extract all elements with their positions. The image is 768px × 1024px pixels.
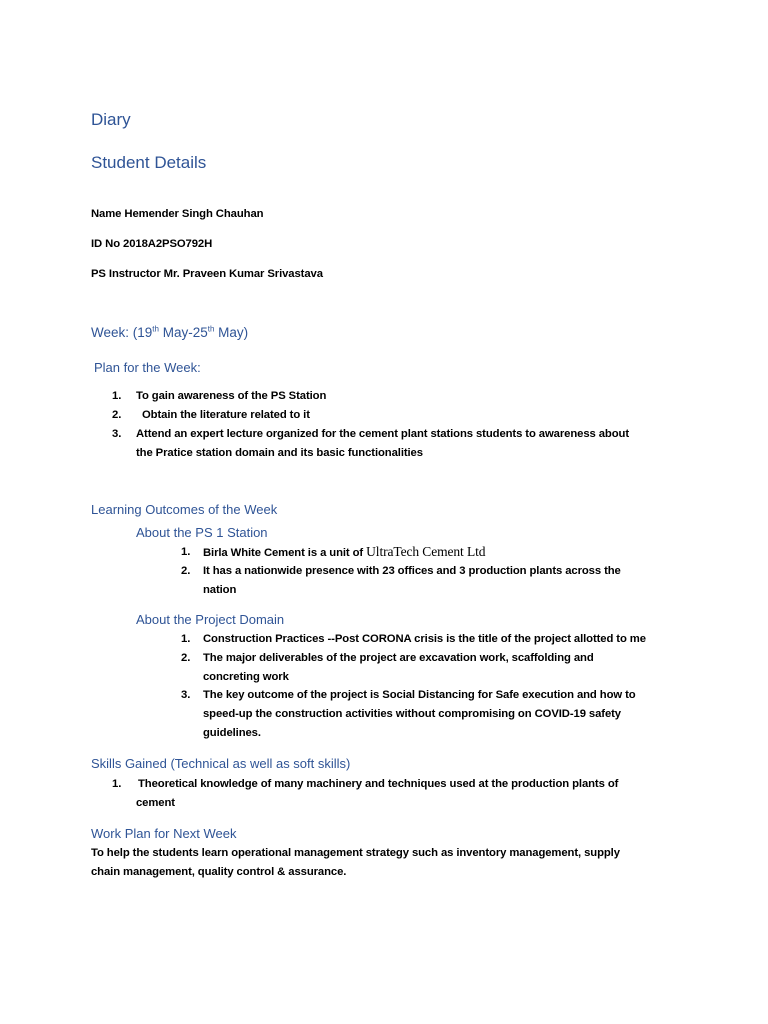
ps1-station-heading: About the PS 1 Station [136,525,268,540]
ps-instructor: PS Instructor Mr. Praveen Kumar Srivastava [91,268,323,280]
student-details-heading: Student Details [91,153,207,172]
list-item: It has a nationwide presence with 23 offices and 3 production plants across the [203,565,621,577]
list-number: 2. [112,409,122,421]
list-number: 3. [181,689,191,701]
list-item-continued: guidelines. [203,727,261,739]
document-title: Diary [91,110,131,129]
learning-outcomes-heading: Learning Outcomes of the Week [91,502,278,517]
list-item: Construction Practices --Post CORONA crisis is the title of the project allotted to me [203,633,646,645]
project-domain-heading: About the Project Domain [136,612,285,627]
list-item: Birla White Cement is a unit of UltraTech Cement Ltd [203,544,486,559]
list-item: Obtain the literature related to it [142,409,310,421]
list-number: 3. [112,428,122,440]
list-item-continued: concreting work [203,671,289,683]
list-item: The major deliverables of the project are excavation work, scaffolding and [203,652,594,664]
list-item: To gain awareness of the PS Station [136,390,327,402]
list-item-continued: nation [203,584,237,596]
student-name: Name Hemender Singh Chauhan [91,208,264,220]
list-item-continued: cement [136,797,175,809]
list-number: 1. [181,633,191,645]
work-plan-heading: Work Plan for Next Week [91,826,237,841]
list-item-continued: speed-up the construction activities without compromising on COVID-19 safety [203,708,621,720]
skills-gained-heading: Skills Gained (Technical as well as soft skills) [91,756,351,771]
list-item: The key outcome of the project is Social Distancing for Safe execution and how to [203,689,636,701]
list-item-continued: the Pratice station domain and its basic functionalities [136,447,423,459]
list-number: 1. [112,778,122,790]
list-number: 1. [112,390,122,402]
week-heading: Week: (19th May-25th May) [91,324,249,340]
work-plan-text-line1: To help the students learn operational management strategy such as inventory management, supply [91,847,620,859]
list-item: Attend an expert lecture organized for the cement plant stations students to awareness about [136,428,629,440]
list-item: Theoretical knowledge of many machinery and techniques used at the production plants of [138,778,619,790]
list-number: 2. [181,652,191,664]
list-number: 1. [181,546,191,558]
list-number: 2. [181,565,191,577]
plan-heading: Plan for the Week: [94,360,201,375]
student-id: ID No 2018A2PSO792H [91,238,213,250]
work-plan-text-line2: chain management, quality control & assurance. [91,866,347,878]
